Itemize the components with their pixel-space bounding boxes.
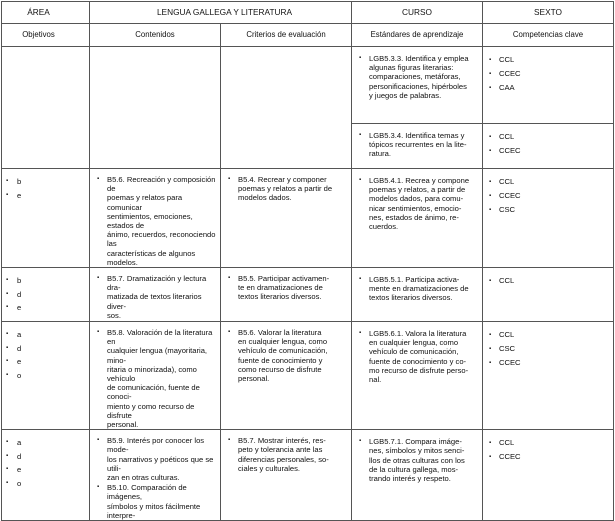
- competencies-cell: [483, 430, 614, 521]
- competency-item: ▪ CCL: [483, 130, 613, 144]
- criteria-cell: [221, 268, 352, 322]
- competencies-cell: [483, 47, 614, 124]
- competency-item: ▪ CSC: [483, 342, 613, 356]
- objective-item: ▪ b: [2, 274, 89, 288]
- criteria-header: Criterios de evaluación: [221, 24, 352, 47]
- objective-item: ▪ o: [2, 369, 89, 383]
- competency-item: ▪ CCEC: [483, 189, 613, 203]
- criterion-item: ▪ B5.4. Recrear y componer poemas y relatos a partir de modelos dados.: [221, 169, 351, 203]
- objective-item: ▪ o: [2, 477, 89, 491]
- standard-text: ▪ LGB5.3.3. Identifica y emplea algunas figuras literarias: comparaciones, metáforas, personificaciones, hipérboles y juegos de palabras.: [352, 47, 482, 100]
- criterion-item: ▪ B5.7. Mostrar interés, res- peto y tolerancia ante las diferencias personales, so- ciales y culturales.: [221, 430, 351, 473]
- standard-cell: [352, 47, 483, 124]
- standard-text: ▪ LGB5.3.4. Identifica temas y tópicos recurrentes en la lite- ratura.: [352, 124, 482, 159]
- objective-item: ▪ a: [2, 328, 89, 342]
- standards-header: Estándares de aprendizaje: [352, 24, 483, 47]
- contents-cell: [90, 268, 221, 322]
- objective-item: ▪ e: [2, 355, 89, 369]
- competency-item: ▪ CCL: [483, 274, 613, 288]
- standard-cell: [352, 322, 483, 430]
- competency-item: ▪ CCL: [483, 53, 613, 67]
- content-item: ▪ B5.7. Dramatización y lectura dra- matizada de textos literarios diver- sos.: [90, 268, 220, 320]
- table-row: [2, 430, 614, 521]
- competency-item: ▪ CSC: [483, 203, 613, 217]
- standard-cell: [352, 124, 483, 169]
- contents-header: Contenidos: [90, 24, 221, 47]
- content-item: ▪ B5.10. Comparación de imágenes, símbolos y mitos fácilmente interpre-: [90, 482, 220, 520]
- competency-item: ▪ CCL: [483, 436, 613, 450]
- objective-item: ▪ b: [2, 175, 89, 189]
- objectives-cell: [2, 322, 90, 430]
- criteria-cell: [221, 169, 352, 268]
- objective-item: ▪ e: [2, 463, 89, 477]
- standard-text: ▪ LGB5.5.1. Participa activa- mente en dramatizaciones de textos literarios diversos.: [352, 268, 482, 303]
- competency-item: ▪ CAA: [483, 81, 613, 95]
- standard-cell: [352, 430, 483, 521]
- objective-item: ▪ a: [2, 436, 89, 450]
- curriculum-table: [1, 1, 614, 521]
- objective-item: ▪ e: [2, 189, 89, 203]
- table-row: [2, 322, 614, 430]
- content-item: ▪ B5.9. Interés por conocer los mode- los narrativos y poéticos que se utili- zan en otras culturas.: [90, 430, 220, 482]
- objectives-cell: [2, 169, 90, 268]
- standard-text: ▪ LGB5.6.1. Valora la literatura en cualquier lengua, como vehículo de comunicación, fuente de conocimiento y co- mo recurso de disfrute perso- nal.: [352, 322, 482, 384]
- contents-cell: [90, 169, 221, 268]
- objectives-cell: [2, 268, 90, 322]
- competency-item: ▪ CCEC: [483, 450, 613, 464]
- course-value: SEXTO: [483, 2, 614, 24]
- standard-cell: [352, 169, 483, 268]
- competencies-cell: [483, 124, 614, 169]
- subject-title: LENGUA GALLEGA Y LITERATURA: [90, 2, 352, 24]
- competencies-header: Competencias clave: [483, 24, 614, 47]
- content-item: ▪ B5.6. Recreación y composición de poemas y relatos para comunicar sentimientos, emociones, estados de ánimo, recuerdos, reconociendo las características de algunos modelos.: [90, 169, 220, 267]
- area-label: ÁREA: [2, 2, 90, 24]
- competencies-cell: [483, 169, 614, 268]
- objective-item: ▪ d: [2, 342, 89, 356]
- competency-item: ▪ CCEC: [483, 67, 613, 81]
- contents-cell: [90, 430, 221, 521]
- criterion-item: ▪ B5.5. Participar activamen- te en dramatizaciones de textos literarios diversos.: [221, 268, 351, 302]
- competency-item: ▪ CCEC: [483, 356, 613, 370]
- criterion-item: ▪ B5.6. Valorar la literatura en cualquier lengua, como vehículo de comunicación, fuente de conocimiento y como recurso de disfrute personal.: [221, 322, 351, 383]
- standard-cell: [352, 268, 483, 322]
- competency-item: ▪ CCL: [483, 175, 613, 189]
- column-header-row: [2, 24, 614, 47]
- objectives-cell: [2, 430, 90, 521]
- competencies-cell: [483, 322, 614, 430]
- standard-text: ▪ LGB5.4.1. Recrea y compone poemas y relatos, a partir de modelos dados, para comu- nicar sentimientos, emocio- nes, estados de ánimo, re- cuerdos.: [352, 169, 482, 231]
- table-row: [2, 169, 614, 268]
- objectives-cell: [2, 47, 90, 169]
- criteria-cell: [221, 322, 352, 430]
- competency-item: ▪ CCL: [483, 328, 613, 342]
- table-row: [2, 268, 614, 322]
- contents-cell: [90, 47, 221, 169]
- table-row: [2, 47, 614, 124]
- objective-item: ▪ d: [2, 288, 89, 302]
- contents-cell: [90, 322, 221, 430]
- competencies-cell: [483, 268, 614, 322]
- objectives-header: Objetivos: [2, 24, 90, 47]
- criteria-cell: [221, 47, 352, 169]
- criteria-cell: [221, 430, 352, 521]
- header-row: [2, 2, 614, 24]
- objective-item: ▪ e: [2, 301, 89, 315]
- content-item: ▪ B5.8. Valoración de la literatura en cualquier lengua (mayoritaria, mino- ritaria o minorizada), como vehículo de comunicación, fuente de conoci- miento y como recurso de disfrute personal.: [90, 322, 220, 429]
- objective-item: ▪ d: [2, 450, 89, 464]
- course-label: CURSO: [352, 2, 483, 24]
- standard-text: ▪ LGB5.7.1. Compara imáge- nes, símbolos y mitos senci- llos de otras culturas con los de la cultura gallega, mos- trando interés y respeto.: [352, 430, 482, 483]
- competency-item: ▪ CCEC: [483, 144, 613, 158]
